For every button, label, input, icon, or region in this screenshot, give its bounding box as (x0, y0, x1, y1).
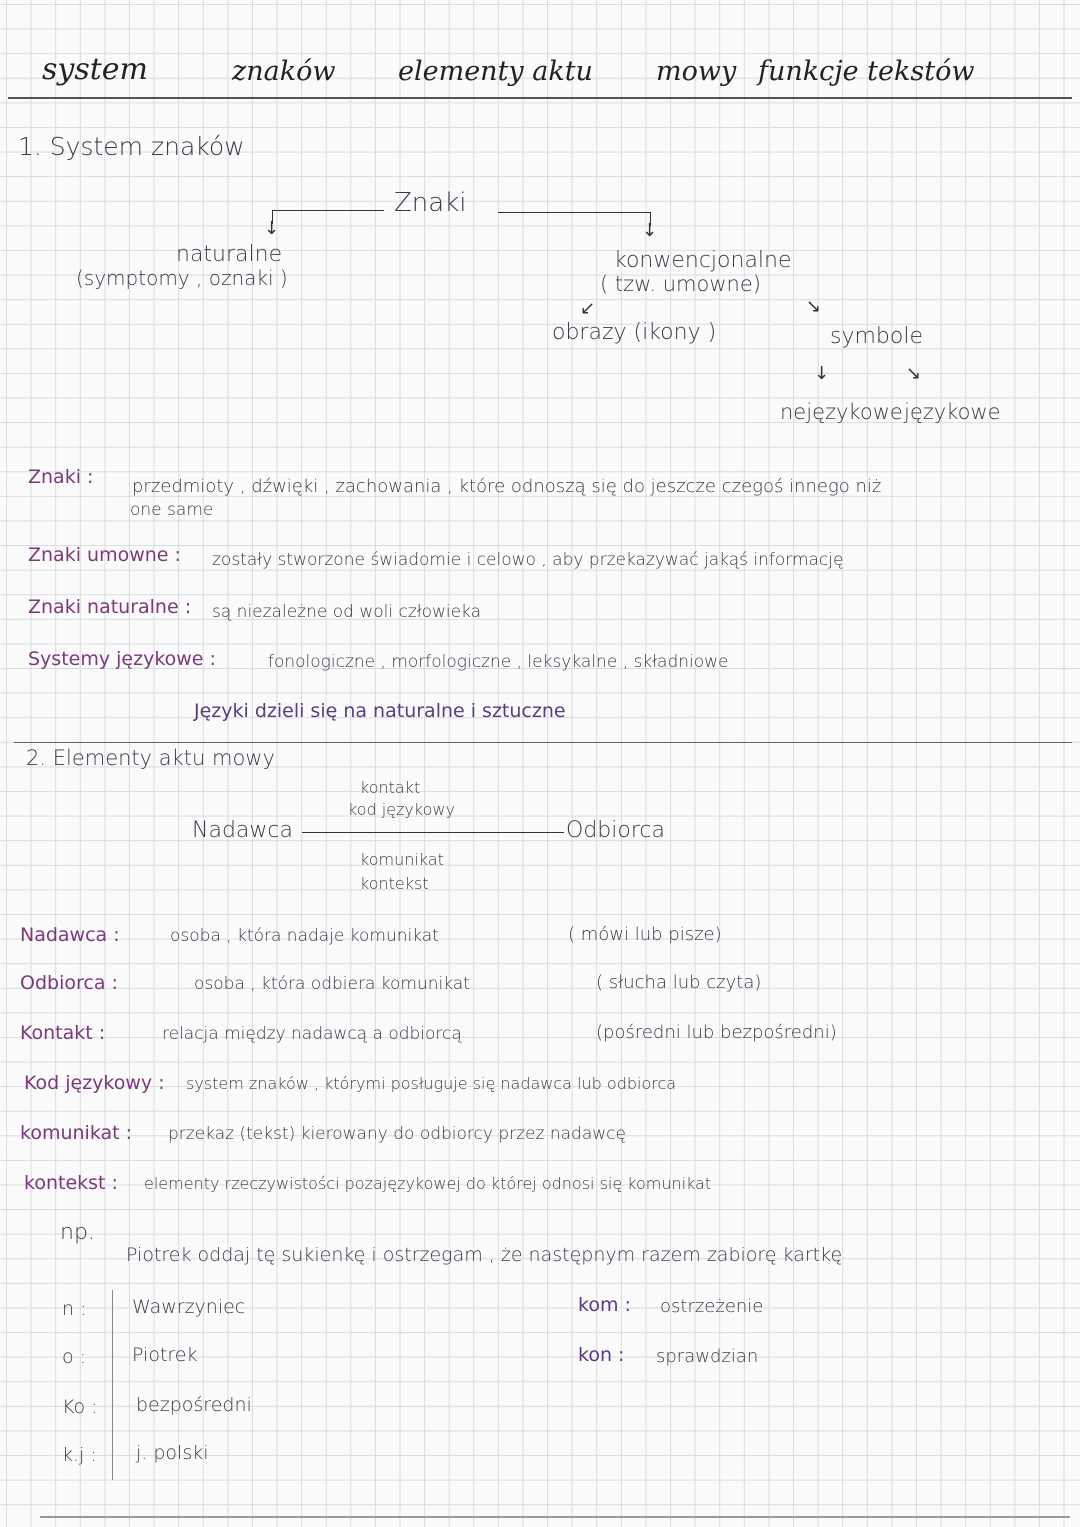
natural-signs-sub: (symptomy , oznaki ) (76, 266, 288, 290)
header-topic-system: system (42, 52, 148, 87)
diagram-root-signs: Znaki (394, 188, 467, 218)
example-key-code: k.j : (62, 1444, 97, 1466)
page-bottom-edge (40, 1516, 1070, 1518)
def-signs-text: przedmioty , dźwięki , zachowania , które odnoszą się do jeszcze czegoś innego niż (132, 476, 882, 497)
speech-sender: Nadawca (192, 818, 293, 843)
example-key-context: kon : (578, 1344, 625, 1366)
def-contact-term: Kontakt : (20, 1022, 106, 1044)
def-sender-text: osoba , która nadaje komunikat (170, 926, 439, 946)
example-value-context: sprawdzian (656, 1346, 759, 1367)
def-contact-text: relacja między nadawcą a odbiorcą (162, 1024, 462, 1044)
header-rule (8, 97, 1072, 99)
arrow-down-icon: ↓ (642, 220, 658, 241)
speech-diagram-above-1: kontakt (360, 778, 421, 797)
header-topic-signs: znaków (232, 56, 336, 87)
def-natural-term: Znaki naturalne : (28, 596, 192, 618)
root-line-right (498, 212, 650, 213)
example-label: np. (60, 1220, 95, 1245)
def-contact-extra: (pośredni lub bezpośredni) (596, 1022, 837, 1043)
example-rows-divider (112, 1290, 113, 1480)
def-message-term: komunikat : (20, 1122, 133, 1144)
def-conventional-term: Znaki umowne : (28, 544, 181, 566)
def-receiver-text: osoba , która odbiera komunikat (194, 974, 470, 994)
def-context-text: elementy rzeczywistości pozajęzykowej do której odnosi się komunikat (144, 1174, 712, 1193)
conventional-signs-label: konwencjonalne (614, 248, 792, 273)
example-value-code: j. polski (136, 1442, 209, 1464)
header-topic-speech-elements: elementy aktu (398, 56, 593, 87)
example-value-contact: bezpośredni (136, 1394, 252, 1416)
def-code-term: Kod językowy : (24, 1072, 165, 1094)
example-value-receiver: Piotrek (132, 1344, 198, 1366)
header-topic-text-functions: funkcje tekstów (758, 56, 975, 87)
example-key-message: kom : (578, 1294, 631, 1316)
def-sender-term: Nadawca : (20, 924, 120, 946)
def-signs-text-cont: one same (130, 500, 214, 520)
languages-note: Języki dzieli się na naturalne i sztuczne (194, 700, 566, 722)
def-context-term: kontekst : (24, 1172, 118, 1194)
section2-title: 2. Elementy aktu mowy (26, 746, 275, 770)
example-key-sender: n : (62, 1298, 87, 1320)
example-value-sender: Wawrzyniec (132, 1296, 246, 1318)
speech-receiver: Odbiorca (566, 818, 665, 843)
def-receiver-extra: ( słucha lub czyta) (596, 972, 762, 993)
natural-signs-label: naturalne (176, 242, 283, 267)
example-key-contact: Ko : (62, 1396, 98, 1418)
speech-diagram-above-2: kod językowy (348, 800, 455, 819)
section-divider (14, 742, 1072, 743)
def-code-text: system znaków , którymi posługuje się nadawca lub odbiorca (186, 1074, 677, 1093)
def-receiver-term: Odbiorca : (20, 972, 118, 994)
speech-diagram-below-1: komunikat (360, 850, 444, 869)
section1-title: 1. System znaków (18, 132, 245, 161)
arrow-down-icon: ↓ (264, 218, 280, 239)
speech-diagram-line (302, 832, 564, 833)
example-sentence: Piotrek oddaj tę sukienkę i ostrzegam , że następnym razem zabiorę kartkę (126, 1244, 843, 1266)
arrow-down-right-icon: ↘ (906, 363, 922, 384)
conventional-signs-sub: ( tzw. umowne) (600, 272, 761, 296)
def-message-text: przekaz (tekst) kierowany do odbiorcy przez nadawcę (168, 1124, 626, 1144)
def-language-systems-term: Systemy językowe : (28, 648, 216, 670)
language-symbols: językowe (904, 400, 1001, 424)
images-label: obrazy (ikony ) (552, 320, 717, 345)
example-value-message: ostrzeżenie (660, 1296, 764, 1317)
arrow-down-right-icon: ↘ (806, 296, 822, 317)
def-language-systems-text: fonologiczne , morfologiczne , leksykalne , składniowe (268, 652, 729, 672)
symbols-label: symbole (830, 324, 923, 349)
example-key-receiver: o : (62, 1346, 87, 1368)
def-conventional-text: zostały stworzone świadomie i celowo , aby przekazywać jakąś informację (212, 550, 844, 570)
arrow-down-icon: ↓ (814, 363, 830, 384)
non-language-symbols: nejęzykowe (780, 400, 903, 424)
header-topic-speech: mowy (656, 56, 737, 87)
arrow-down-left-icon: ↙ (580, 298, 596, 319)
speech-diagram-below-2: kontekst (360, 874, 429, 893)
root-line-left (272, 210, 384, 211)
def-signs-term: Znaki : (28, 466, 94, 488)
def-sender-extra: ( mówi lub pisze) (568, 924, 722, 945)
def-natural-text: są niezależne od woli człowieka (212, 602, 482, 622)
